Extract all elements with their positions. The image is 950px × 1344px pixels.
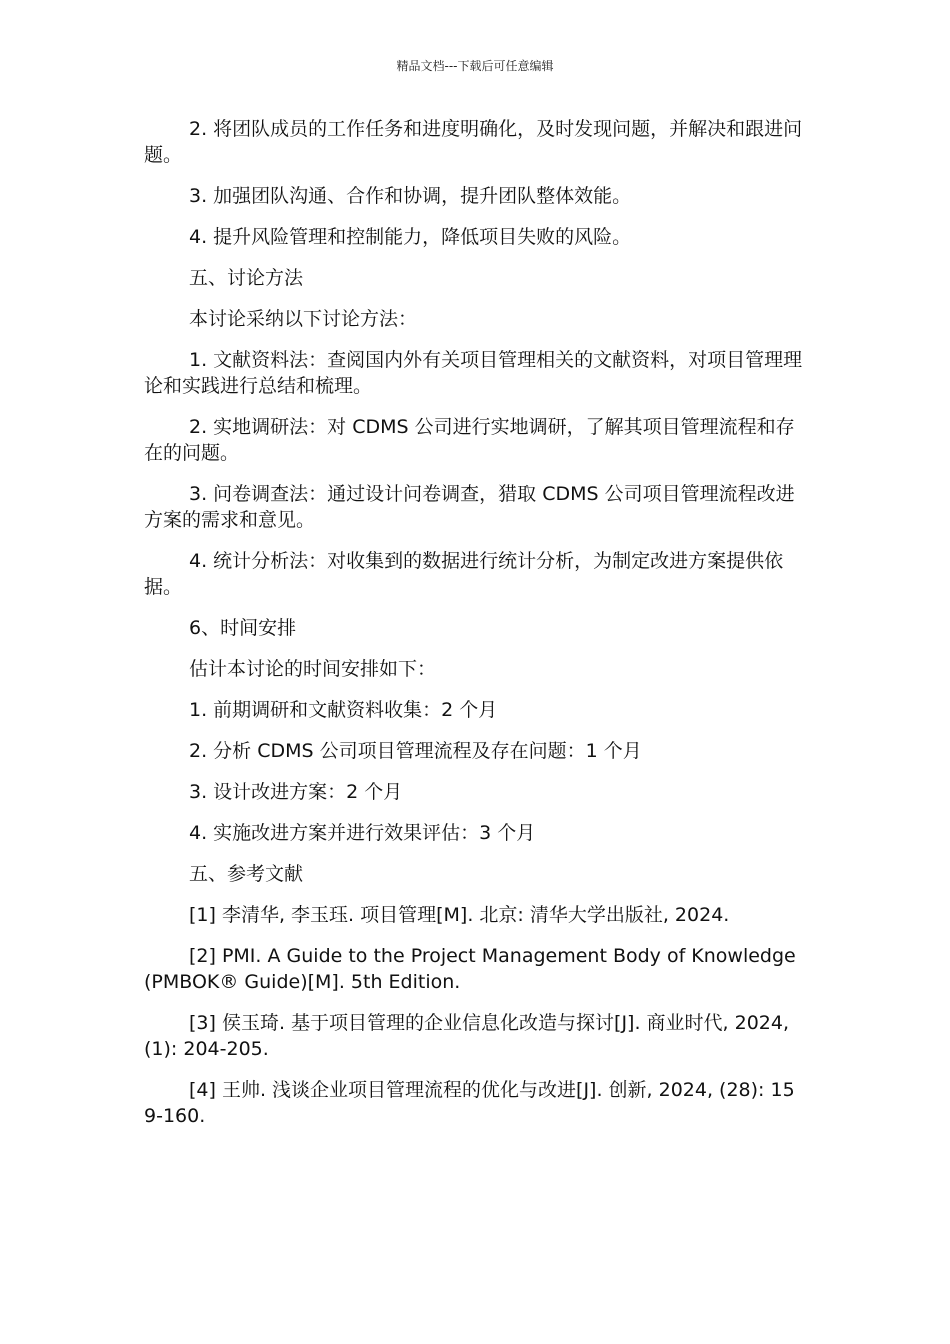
reference-2: [2] PMI. A Guide to the Project Management Body of Knowledge (PMBOK® Guide)[M]. 5th Edition. xyxy=(144,945,796,993)
paragraph-method-1: 1. 文献资料法：查阅国内外有关项目管理相关的文献资料，对项目管理理论和实践进行总结和梳理。 xyxy=(144,349,803,397)
paragraph-schedule-1: 1. 前期调研和文献资料收集：2 个月 xyxy=(189,699,498,721)
reference-3: [3] 侯玉琦. 基于项目管理的企业信息化改造与探讨[J]. 商业时代, 2024, (1): 204-205. xyxy=(144,1012,790,1060)
page-header: 精品文档---下载后可任意编辑 xyxy=(396,59,554,73)
paragraph-schedule-2: 2. 分析 CDMS 公司项目管理流程及存在问题：1 个月 xyxy=(189,740,642,762)
paragraph-schedule-4: 4. 实施改进方案并进行效果评估：3 个月 xyxy=(189,822,536,844)
section-heading-references: 五、参考文献 xyxy=(189,863,304,885)
paragraph-schedule-intro: 估计本讨论的时间安排如下： xyxy=(189,658,437,680)
paragraph-goal-2: 2. 将团队成员的工作任务和进度明确化，及时发现问题，并解决和跟进问题。 xyxy=(144,118,803,166)
paragraph-goal-4: 4. 提升风险管理和控制能力，降低项目失败的风险。 xyxy=(189,226,632,248)
paragraph-goal-3: 3. 加强团队沟通、合作和协调，提升团队整体效能。 xyxy=(189,185,632,207)
reference-1: [1] 李清华, 李玉珏. 项目管理[M]. 北京: 清华大学出版社, 2024. xyxy=(189,904,730,926)
document-body xyxy=(144,116,806,1144)
paragraph-methods-intro: 本讨论采纳以下讨论方法： xyxy=(189,308,418,330)
reference-4: [4] 王帅. 浅谈企业项目管理流程的优化与改进[J]. 创新, 2024, (28): 159-160. xyxy=(144,1079,795,1127)
paragraph-method-4: 4. 统计分析法：对收集到的数据进行统计分析，为制定改进方案提供依据。 xyxy=(144,550,784,598)
section-heading-schedule: 6、时间安排 xyxy=(189,617,297,639)
paragraph-schedule-3: 3. 设计改进方案：2 个月 xyxy=(189,781,403,803)
section-heading-methods: 五、讨论方法 xyxy=(189,267,304,289)
paragraph-method-2: 2. 实地调研法：对 CDMS 公司进行实地调研，了解其项目管理流程和存在的问题。 xyxy=(144,416,795,464)
paragraph-method-3: 3. 问卷调查法：通过设计问卷调查，猎取 CDMS 公司项目管理流程改进方案的需求和意见。 xyxy=(144,483,795,531)
